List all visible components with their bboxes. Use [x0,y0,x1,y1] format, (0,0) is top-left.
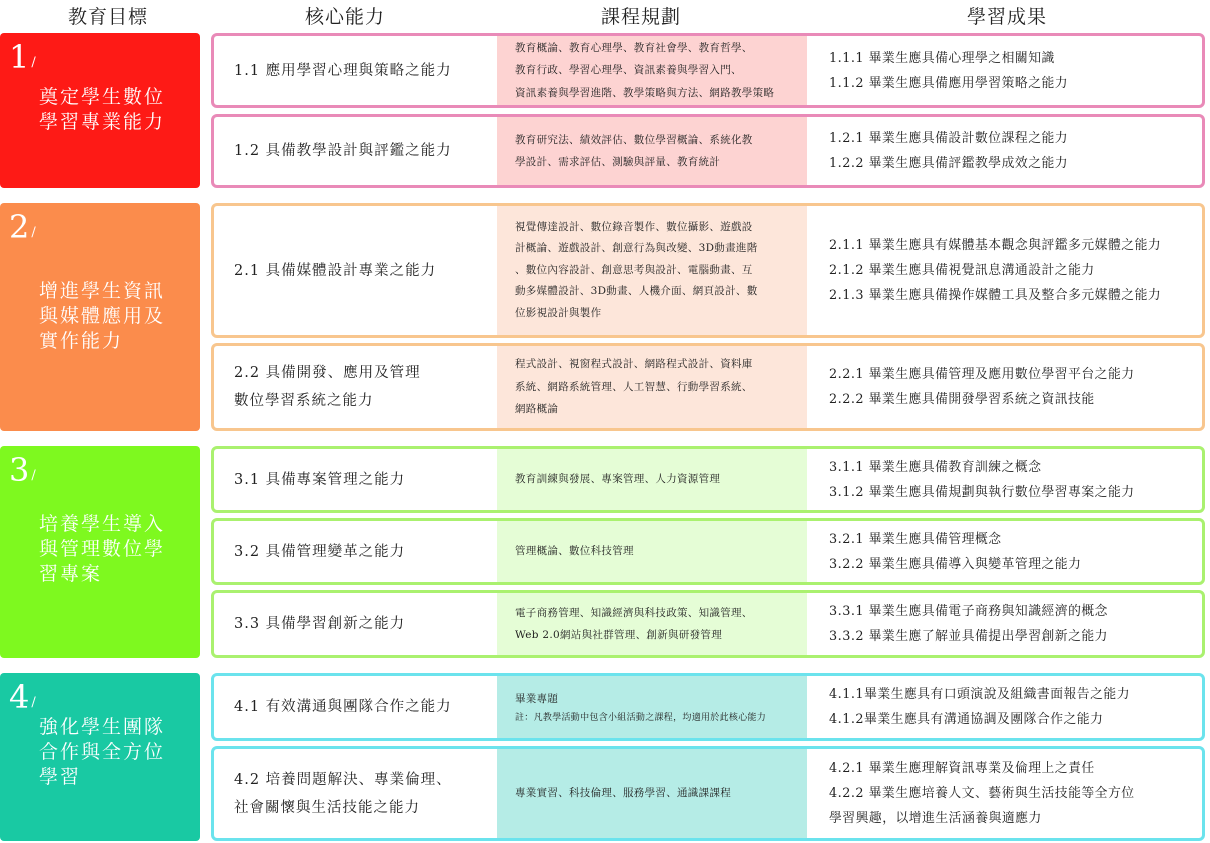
course-cell [497,206,807,335]
outcome-line: 1.2.1 畢業生應具備設計數位課程之能力 [829,131,1069,146]
capability-label: 3.2 具備管理變革之能力 [234,543,406,560]
course-cell [497,676,807,738]
outcome-line: 3.2.2 畢業生應具備導入與變革管理之能力 [829,556,1082,572]
outcome-line: 1.1.1 畢業生應具備心理學之相關知識 [829,50,1055,66]
course-line: 資訊素養與學習進階、教學策略與方法、網路教學策略 [515,86,775,99]
goal-3-block [0,446,200,658]
course-line: 教育概論、教育心理學、教育社會學、教育哲學、 [515,41,753,54]
outcome-cell [829,206,1196,335]
goal-title: 奠定學生數位 學習專業能力 [39,86,166,133]
row-1-2 [211,114,1205,188]
course-line: 電子商務管理、知識經濟與科技政策、知識管理、 [515,606,753,619]
outcome-line: 4.2.1 畢業生應理解資訊專業及倫理上之責任 [829,761,1095,776]
row-2-1 [211,203,1205,338]
outcome-cell [829,346,1196,428]
course-line: 位影視設計與製作 [515,306,602,319]
capability-label: 2.2 具備開發、應用及管理 數位學習系統之能力 [234,365,421,409]
outcome-line: 1.1.2 畢業生應具備應用學習策略之能力 [829,75,1069,91]
outcome-line: 3.2.1 畢業生應具備管理概念 [829,531,1002,547]
course-line: 學設計、需求評估、測驗與評量、教育統計 [515,156,721,168]
goal-2-block [0,203,200,431]
outcome-cell [829,676,1196,738]
course-line: 管理概論、數位科技管理 [515,545,634,558]
outcome-cell [829,749,1196,838]
goal-number: 1 / [9,38,36,76]
course-note: 註：凡教學活動中包含小組活動之課程，均適用於此核心能力 [515,713,767,724]
course-line: 專業實習、科技倫理、服務學習、通識課課程 [515,787,731,800]
outcome-cell [829,521,1196,582]
outcome-line: 2.1.1 畢業生應具有媒體基本觀念與評鑑多元媒體之能力 [829,238,1162,253]
outcome-line: 2.1.2 畢業生應具備視覺訊息溝通設計之能力 [829,263,1095,278]
outcome-line: 4.1.1畢業生應具有口頭演說及組織書面報告之能力 [829,687,1130,702]
header-outcome: 學習成果 [966,6,1047,28]
row-3-3 [211,590,1205,658]
row-3-2 [211,518,1205,585]
course-line: 動多媒體設計、3D動畫、人機介面、網頁設計、數 [515,285,758,298]
capability-label: 3.3 具備學習創新之能力 [234,616,406,632]
capability-label: 4.2 培養問題解決、專業倫理、 社會關懷與生活技能之能力 [234,771,452,816]
goal-title: 培養學生導入 與管理數位學 習專案 [39,513,166,585]
outcome-line: 2.2.1 畢業生應具備管理及應用數位學習平台之能力 [829,367,1135,382]
outcome-line: 2.1.3 畢業生應具備操作媒體工具及整合多元媒體之能力 [829,288,1162,303]
capability-label: 1.1 應用學習心理與策略之能力 [234,62,452,79]
course-cell [497,346,807,428]
course-cell [497,521,807,582]
course-line: 、數位內容設計、創意思考與設計、電腦動畫、互 [515,263,753,276]
row-1-1 [211,33,1205,108]
outcome-line: 3.1.2 畢業生應具備規劃與執行數位學習專案之能力 [829,484,1135,500]
goal-number: 3 / [9,451,36,489]
course-line: 計概論、遊戲設計、創意行為與改變、3D動畫進階 [515,242,758,255]
capability-label: 2.1 具備媒體設計專業之能力 [234,262,437,279]
row-2-2 [211,343,1205,431]
course-cell [497,36,807,105]
outcome-cell [829,593,1196,655]
outcome-line: 4.1.2畢業生應具有溝通協調及團隊合作之能力 [829,712,1104,727]
outcome-line: 2.2.2 畢業生應具備開發學習系統之資訊技能 [829,392,1095,407]
course-line: Web 2.0網站與社群管理、創新與研發管理 [515,629,723,641]
course-line: 教育行政、學習心理學、資訊素養與學習入門、 [515,64,742,77]
outcome-line: 1.2.2 畢業生應具備評鑑教學成效之能力 [829,156,1069,171]
header-capability: 核心能力 [304,6,385,28]
goal-number: 2 / [9,208,36,246]
outcome-cell [829,117,1196,185]
goal-number: 4 / [9,678,36,716]
course-cell [497,117,807,185]
outcome-line: 3.1.1 畢業生應具備教育訓練之概念 [829,459,1042,475]
header-goal: 教育目標 [67,6,148,28]
row-4-1 [211,673,1205,741]
course-cell [497,593,807,655]
course-line: 程式設計、視窗程式設計、網路程式設計、資料庫 [515,358,753,371]
outcome-line: 3.3.2 畢業生應了解並具備提出學習創新之能力 [829,629,1108,644]
course-line: 教育研究法、績效評估、數位學習概論、系統化教 [515,133,753,146]
outcome-line: 3.3.1 畢業生應具備電子商務與知識經濟的概念 [829,604,1108,619]
row-3-1 [211,446,1205,513]
course-cell [497,449,807,510]
goal-title: 增進學生資訊 與媒體應用及 實作能力 [39,280,166,352]
course-line: 畢業專題 [515,692,559,705]
course-line: 系統、網路系統管理、人工智慧、行動學習系統、 [515,380,753,393]
course-line: 視覺傳達設計、數位錄音製作、數位攝影、遊戲設 [515,220,753,233]
capability-label: 4.1 有效溝通與團隊合作之能力 [234,699,452,715]
capability-label: 1.2 具備教學設計與評鑑之能力 [234,143,452,159]
outcome-line: 學習興趣，以增進生活涵養與適應力 [829,811,1042,826]
goal-4-block [0,673,200,841]
capability-label: 3.1 具備專案管理之能力 [234,471,406,488]
course-line: 教育訓練與發展、專案管理、人力資源管理 [515,473,721,486]
outcome-cell [829,449,1196,510]
goal-title: 強化學生團隊 合作與全方位 學習 [39,716,166,788]
course-cell [497,749,807,838]
header-course: 課程規劃 [600,6,681,28]
course-line: 網路概論 [515,403,559,416]
row-4-2 [211,746,1205,841]
goal-1-block [0,33,200,188]
outcome-cell [829,36,1196,105]
outcome-line: 4.2.2 畢業生應培養人文、藝術與生活技能等全方位 [829,786,1135,801]
